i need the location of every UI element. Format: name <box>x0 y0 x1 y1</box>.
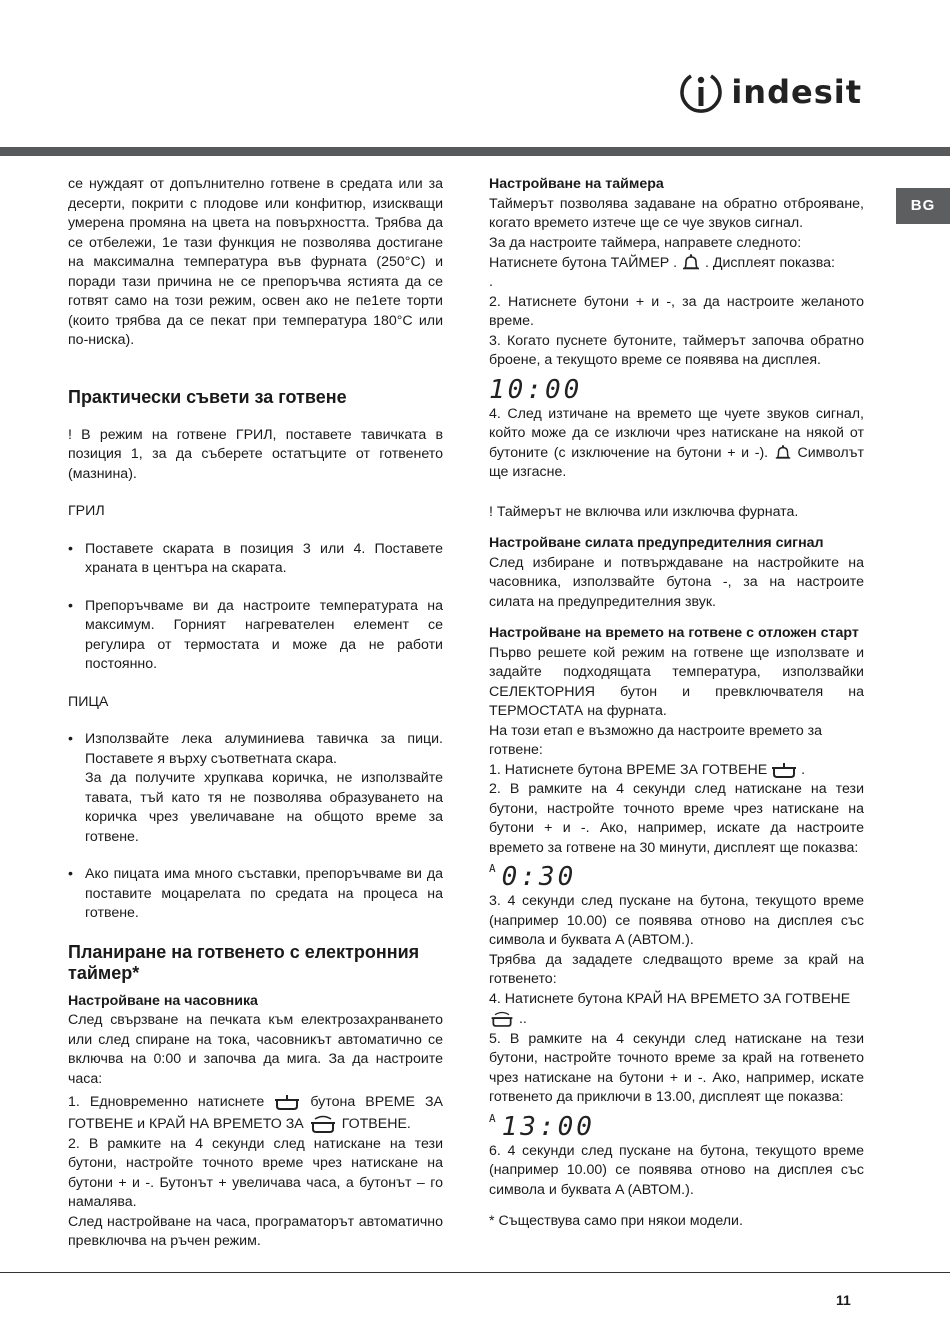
clock-step-3: След настройване на часа, програматорът автоматично превключва на ръчен режим. <box>68 1213 443 1249</box>
timer-step-1-b: . Дисплеят показва: <box>704 254 835 271</box>
grill-bullet: • Поставете скарата в позиция 3 или 4. Поставете храната в центъра на скарата. <box>68 540 443 579</box>
delay-step-4-end: .. <box>518 1011 527 1027</box>
delay-paragraph: Първо решете кой режим на готвене ще използвате и задайте подходящата температура, използвайки СЕЛЕКТОРНИЯ бутон и превключвателя на ТЕРМОСТАТА на фурната. <box>489 644 864 720</box>
lcd-value: 0:30 <box>501 862 577 893</box>
clock-heading: Настройване на часовника <box>68 992 258 1009</box>
delay-step-3: 3. 4 секунди след пускане на бутона, текущото време (например 10.00) се появява отново на дисплея със символа и буквата A (АВТОМ.). <box>489 893 864 949</box>
grill-bullet: • Препоръчваме ви да настроите температурата на максимум. Горният нагревателен елемент се регулира от термостата и може да не работи постоянно. <box>68 597 443 675</box>
timer-note: ! Таймерът не включва или изключва фурната. <box>489 503 799 520</box>
grill-note: ! В режим на готвене ГРИЛ, поставете тавичката в позиция 1, за да съберете остатъците от готвенето (мазнина). <box>68 426 443 482</box>
clock-paragraph: След свързване на печката към електрозахранването или след спиране на тока, часовникът автоматично се включва на 0:00 и започва да мига. За да настроите часа: <box>68 1012 443 1087</box>
grill-label: ГРИЛ <box>68 503 105 519</box>
tips-heading: Практически съвети за готвене <box>68 386 347 407</box>
lcd-display-duration <box>489 862 864 892</box>
header-bar <box>0 147 950 156</box>
planning-heading: Планиране на готвенето с електронния таймер* <box>68 941 420 983</box>
delay-step-1 <box>489 761 864 781</box>
delay-step-1-end: . <box>801 761 806 778</box>
timer-dot: . <box>489 274 493 291</box>
intro-paragraph: се нуждаят от допълнително готвене в средата или за десерти, покрити с плодове или конфитюр, изискващи умерена промяна на цвета на повърхността. Трябва да се отбележи, 1е тази функция не позволява достигане на максимална температура във фурната (250°C) и поради тази причина не се препоръчва ястията да се готвят само на този режим, освен ако не пе1ете торти (които трябва да се пекат при температура 180°C или по-ниска). <box>68 176 443 348</box>
delay-step-4 <box>489 990 864 1010</box>
cooking-time-icon <box>771 761 797 779</box>
page-number: 11 <box>836 1292 851 1308</box>
page-header <box>0 0 950 150</box>
clock-step-2: 2. В рамките на 4 секунди след натискане на тези бутони, настройте точното време чрез натискане на бутони + и -. Бутонът + увеличава часа, а бутонът – го намалява. <box>68 1135 443 1210</box>
cooking-time-icon <box>274 1093 300 1111</box>
delay-paragraph: На този етап е възможно да настроите времето за готвене: <box>489 722 823 759</box>
indesit-logo-icon <box>677 68 725 116</box>
lcd-display-timer <box>489 375 864 405</box>
clock-step-1-b: бутона ВРЕМЕ ЗА ГОТВЕНЕ и КРАЙ НА ВРЕМЕТО ЗА <box>68 1094 443 1132</box>
bell-icon <box>774 444 792 462</box>
lcd-auto-mark: A <box>489 1111 496 1125</box>
timer-step-1-a: Натиснете бутона ТАЙМЕР . <box>489 254 678 271</box>
pizza-label: ПИЦА <box>68 693 109 710</box>
clock-step-1 <box>68 1093 443 1135</box>
left-column <box>68 175 443 1252</box>
timer-step-4-a: 4. След изтичане на времето ще чуете звуков сигнал, който може да се изключи чрез натискане на някой от бутоните (с изключение на бутони + и -). <box>489 405 864 461</box>
clock-step-1-c: ГОТВЕНЕ. <box>341 1115 411 1132</box>
brand-logo <box>677 68 862 116</box>
timer-step-4-b: Символът ще изгасне. <box>489 444 864 481</box>
right-column <box>489 175 864 1232</box>
end-cooking-icon <box>489 1009 515 1029</box>
alarm-heading: Настройване силата предупредителния сигнал <box>489 535 824 552</box>
pizza-bullet: • Ако пицата има много съставки, препоръчваме ви да поставите моцарелата по средата на процеса на готвене. <box>68 865 443 924</box>
brand-name: indesit <box>731 73 862 111</box>
footnote: * Съществува само при някои модели. <box>489 1213 743 1229</box>
lcd-display-end <box>489 1112 864 1142</box>
timer-paragraph: Таймерът позволява задаване на обратно отброяване, когато времето изтече ще се чуе звуков сигнал. <box>489 195 864 231</box>
delay-paragraph: Трябва да зададете следващото време за край на готвенето: <box>489 951 864 988</box>
delay-step-2: 2. В рамките на 4 секунди след натискане на тези бутони, настройте точното време чрез натискане на бутони + и -. Ако, например, искате да настроите времето за готвене на 30 минути, дисплеят ще показва: <box>489 781 864 856</box>
timer-step-4 <box>489 405 864 483</box>
timer-step-1 <box>489 253 864 273</box>
timer-step-3: 3. Когато пуснете бутоните, таймерът започва обратно броене, а текущото време се появява на дисплея. <box>489 332 864 369</box>
alarm-paragraph: След избиране и потвърждаване на настройките на часовника, използвайте бутона -, за на настроите силата на предупредителния звук. <box>489 554 864 610</box>
timer-step-2: 2. Натиснете бутони + и -, за да настроите желаното време. <box>489 293 864 330</box>
footer-rule <box>0 1272 950 1273</box>
delay-step-5: 5. В рамките на 4 секунди след натискане на тези бутони, настройте точното време за край на готвенето чрез натискане на бутони + и -. Ако, например, искате готвенето да приключи в 13.00, дисплеят ще показва: <box>489 1030 864 1105</box>
pizza-bullet <box>68 730 443 847</box>
pizza-bullet-cont: За да получите хрупкава коричка, не използвайте тавата, тъй като тя не позволява образуването на коричка чрез увеличаване на общото време за готвене. <box>85 770 443 845</box>
lcd-value: 10:00 <box>489 374 583 405</box>
delay-step-1-text: 1. Натиснете бутона ВРЕМЕ ЗА ГОТВЕНЕ <box>489 761 768 778</box>
end-cooking-icon <box>308 1113 338 1135</box>
delay-step-6: 6. 4 секунди след пускане на бутона, текущото време (например 10.00) се появява отново на дисплея със символа и буквата A (АВТОМ.). <box>489 1142 864 1198</box>
clock-step-1-a: 1. Едновременно натиснете <box>68 1094 265 1110</box>
lcd-value: 13:00 <box>501 1111 595 1142</box>
timer-paragraph: За да настроите таймера, направете следното: <box>489 234 802 251</box>
pizza-bullet-text: • Използвайте лека алуминиева тавичка за пици. Поставете я върху съответната скара. <box>85 731 443 767</box>
language-tab: BG <box>896 188 950 224</box>
bell-icon <box>681 253 701 273</box>
lcd-auto-mark: A <box>489 862 496 876</box>
timer-heading: Настройване на таймера <box>489 176 664 192</box>
delay-step-4-icon-line <box>489 1009 864 1029</box>
delay-heading: Настройване на времето на готвене с отложен старт <box>489 625 859 642</box>
delay-step-4-text: 4. Натиснете бутона КРАЙ НА ВРЕМЕТО ЗА ГОТВЕНЕ <box>489 990 851 1007</box>
